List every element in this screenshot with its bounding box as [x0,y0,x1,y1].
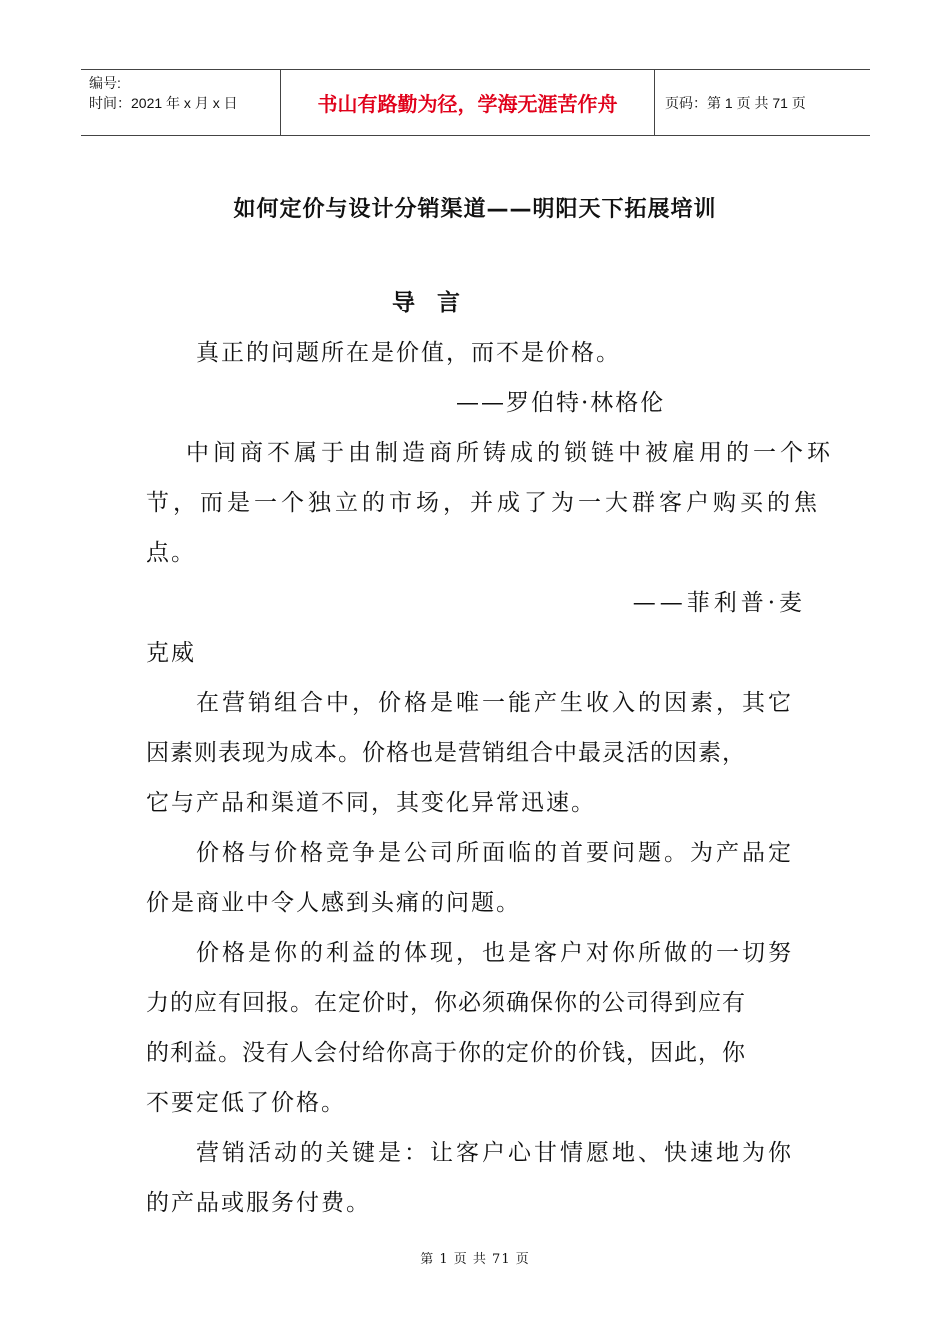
quote-line: 中间商不属于由制造商所铸成的锁链中被雇用的一个环 [186,440,834,466]
document-title: 如何定价与设计分销渠道——明阳天下拓展培训 [233,197,717,222]
paragraph-line: 在营销组合中，价格是唯一能产生收入的因素，其它 [196,690,794,716]
page-footer: 第 1 页 共 71 页 [420,1252,530,1267]
paragraph-line: 营销活动的关键是：让客户心甘情愿地、快速地为你 [196,1140,794,1166]
time-label: 时间：2021 年 x 月 x 日 [89,95,238,111]
motto-text: 书山有路勤为径，学海无涯苦作舟 [317,92,618,116]
document-header-table [81,69,870,136]
paragraph-line: 的利益。没有人会付给你高于你的定价的价钱，因此，你 [146,1040,746,1066]
paragraph-line: 它与产品和渠道不同，其变化异常迅速。 [146,790,596,816]
number-label: 编号: [89,75,121,91]
header-meta-cell [81,70,281,135]
paragraph-line: 因素则表现为成本。价格也是营销组合中最灵活的因素， [146,740,746,766]
quote-attribution: ——菲利普·麦 [632,590,806,616]
page-info: 页码：第 1 页 共 71 页 [665,94,806,111]
quote-attribution: ——罗伯特·林格伦 [456,390,666,416]
paragraph-line: 价格是你的利益的体现，也是客户对你所做的一切努 [196,940,794,966]
paragraph-line: 价是商业中令人感到头痛的问题。 [146,890,521,916]
quote-attribution: 克威 [146,640,196,666]
section-title: 导言 [392,290,482,316]
paragraph-line: 的产品或服务付费。 [146,1190,371,1216]
paragraph-line: 力的应有回报。在定价时，你必须确保你的公司得到应有 [146,990,746,1016]
quote-line: 真正的问题所在是价值，而不是价格。 [196,340,621,366]
paragraph-line: 价格与价格竞争是公司所面临的首要问题。为产品定 [196,840,794,866]
header-page-cell [655,70,870,135]
header-motto-cell [281,70,655,135]
paragraph-line: 不要定低了价格。 [146,1090,346,1116]
quote-line: 节，而是一个独立的市场，并成了为一大群客户购买的焦 [146,490,821,516]
quote-line: 点。 [146,540,196,566]
